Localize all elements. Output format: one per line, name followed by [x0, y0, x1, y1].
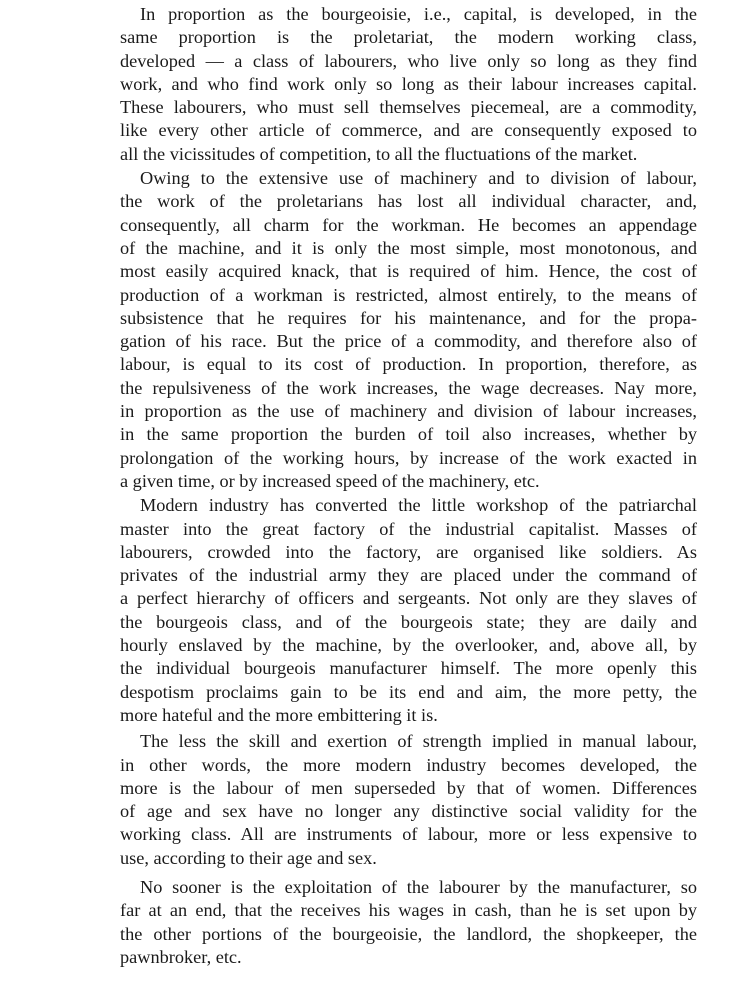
text-line: use, according to their age and sex.: [120, 847, 377, 868]
document-page: [100, 0, 697, 969]
text-line: hourly enslaved by the machine, by the overlooker, and, above all, by: [120, 635, 697, 656]
text-line: No sooner is the exploitation of the labourer by the manufacturer, so: [140, 876, 697, 897]
text-line: consequently, all charm for the workman. He becomes an appendage: [120, 214, 697, 235]
text-line: more hateful and the more embittering it is.: [120, 704, 438, 725]
text-line: developed — a class of labourers, who live only so long as they find: [120, 50, 697, 71]
text-line: of age and sex have no longer any distinctive social validity for the: [120, 801, 697, 822]
text-line: gation of his race. But the price of a commodity, and therefore also of: [120, 331, 697, 352]
text-line: labourers, crowded into the factory, are organised like soldiers. As: [120, 541, 697, 562]
text-line: labour, is equal to its cost of production. In proportion, therefore, as: [120, 354, 697, 375]
text-line: pawnbroker, etc.: [120, 946, 242, 967]
text-line: master into the great factory of the industrial capitalist. Masses of: [120, 518, 697, 539]
text-line: Modern industry has converted the little workshop of the patriarchal: [140, 495, 697, 516]
text-line: in the same proportion the burden of toil also increases, whether by: [120, 424, 697, 445]
text-line: despotism proclaims gain to be its end and aim, the more petty, the: [120, 681, 697, 702]
paragraph-4: [100, 730, 697, 870]
text-line: far at an end, that the receives his wages in cash, than he is set upon by: [120, 900, 697, 921]
text-line: The less the skill and exertion of strength implied in manual labour,: [140, 731, 697, 752]
text-line: subsistence that he requires for his maintenance, and for the propa-: [120, 307, 697, 328]
text-line: of the machine, and it is only the most simple, most monotonous, and: [120, 237, 697, 258]
text-line: production of a workman is restricted, almost entirely, to the means of: [120, 284, 697, 305]
paragraph-1: [100, 3, 697, 166]
text-line: a perfect hierarchy of officers and sergeants. Not only are they slaves of: [120, 588, 697, 609]
text-line: like every other article of commerce, and are consequently exposed to: [120, 120, 697, 141]
text-line: the individual bourgeois manufacturer himself. The more openly this: [120, 658, 697, 679]
text-line: all the vicissitudes of competition, to all the fluctuations of the market.: [120, 143, 638, 164]
text-line: These labourers, who must sell themselves piecemeal, are a commodity,: [120, 97, 697, 118]
paragraph-2: [100, 167, 697, 493]
paragraph-5: [100, 876, 697, 969]
text-line: the repulsiveness of the work increases, the wage decreases. Nay more,: [120, 377, 697, 398]
text-line: the other portions of the bourgeoisie, the landlord, the shopkeeper, the: [120, 923, 697, 944]
paragraph-3: [100, 494, 697, 727]
text-line: the bourgeois class, and of the bourgeois state; they are daily and: [120, 611, 697, 632]
text-line: the work of the proletarians has lost all individual character, and,: [120, 191, 697, 212]
text-line: most easily acquired knack, that is required of him. Hence, the cost of: [120, 261, 697, 282]
text-line: more is the labour of men superseded by that of women. Differences: [120, 777, 697, 798]
text-line: work, and who find work only so long as their labour increases capital.: [120, 73, 697, 94]
text-line: Owing to the extensive use of machinery and to division of labour,: [140, 168, 697, 189]
text-line: a given time, or by increased speed of the machinery, etc.: [120, 470, 540, 491]
text-line: same proportion is the proletariat, the modern working class,: [120, 27, 697, 48]
text-line: privates of the industrial army they are placed under the command of: [120, 565, 697, 586]
text-line: working class. All are instruments of labour, more or less expensive to: [120, 824, 697, 845]
text-line: in proportion as the use of machinery and division of labour increases,: [120, 401, 697, 422]
text-line: in other words, the more modern industry becomes developed, the: [120, 754, 697, 775]
text-line: prolongation of the working hours, by increase of the work exacted in: [120, 447, 697, 468]
text-line: In proportion as the bourgeoisie, i.e., capital, is developed, in the: [140, 4, 697, 24]
